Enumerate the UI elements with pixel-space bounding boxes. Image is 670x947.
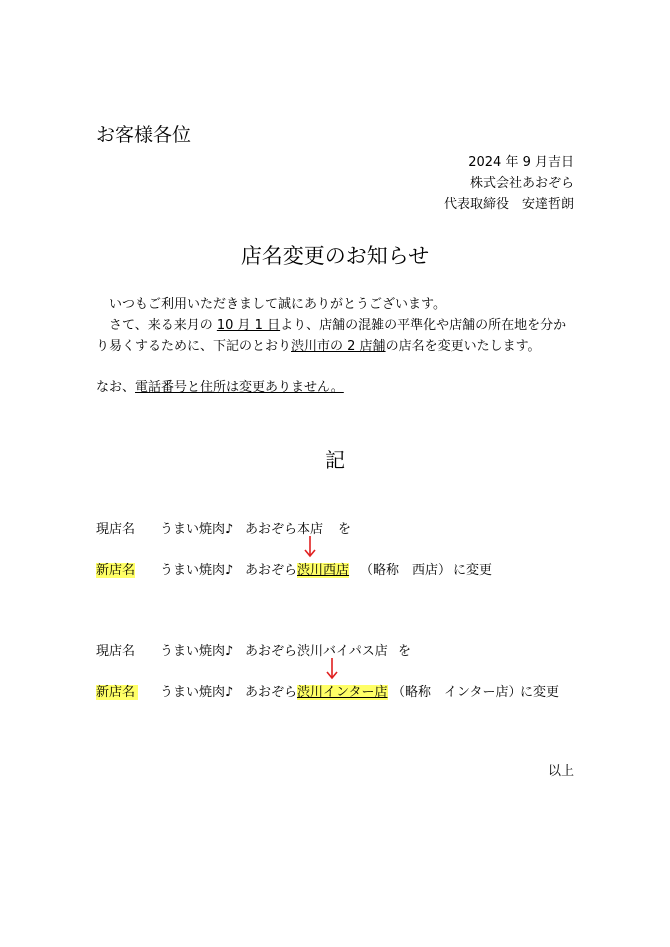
store1-new-label-text: 新店名 [96, 563, 136, 578]
store2-abbreviation: （略称 インター店） [392, 685, 522, 700]
closing: 以上 [547, 764, 574, 779]
store2-change: に変更 [520, 685, 560, 700]
p4-text-a: なお、 [96, 380, 136, 395]
down-arrow-icon [324, 657, 340, 681]
store1-new-name [245, 559, 349, 578]
p2-text-a: さて、来る来月の [109, 318, 217, 333]
date: 2024 年 9 月吉日 [468, 155, 574, 170]
store1-new-label [96, 559, 135, 578]
p3-underlined: 渋川市の 2 店舗 [291, 339, 386, 354]
store2-new-prefix: あおぞら [245, 685, 298, 700]
store1-current-label: 現店名 [96, 522, 136, 537]
store1-current-brand: うまい焼肉♪ [160, 522, 234, 537]
p3-text-b: の店名を変更いたします。 [385, 339, 541, 354]
paragraph-2 [96, 315, 576, 336]
change-date: 10 月 1 日 [216, 318, 281, 333]
greeting: お客様各位 [96, 124, 192, 146]
p4-underlined: 電話番号と住所は変更ありません。 [135, 380, 344, 395]
paragraph-3 [96, 336, 576, 357]
ki-heading: 記 [325, 448, 345, 472]
store2-current-suffix: を [398, 644, 412, 659]
paragraph-4 [96, 377, 576, 398]
store1-current-name: あおぞら本店 [245, 522, 324, 537]
down-arrow-icon [302, 535, 318, 559]
store2-new-name [245, 681, 388, 700]
store2-current-brand: うまい焼肉♪ [160, 644, 234, 659]
store2-new-brand: うまい焼肉♪ [160, 685, 234, 700]
store1-current-suffix: を [338, 522, 352, 537]
store1-new-prefix: あおぞら [245, 563, 298, 578]
representative: 代表取締役 安達哲朗 [443, 197, 574, 212]
store1-new-highlight: 渋川西店 [297, 563, 350, 578]
store2-current-label: 現店名 [96, 644, 136, 659]
p1-text: いつもご利用いただきまして誠にありがとうございます。 [109, 297, 446, 312]
store1-abbreviation: （略称 西店） [360, 563, 452, 578]
store2-current-name: あおぞら渋川バイパス店 [245, 644, 388, 659]
p3-text-a: り易くするために、下記のとおり [96, 339, 292, 354]
company-name: 株式会社あおぞら [469, 176, 574, 191]
p2-text-b: より、店舗の混雑の平準化や店舗の所在地を分か [280, 318, 567, 333]
store2-new-label [96, 681, 138, 700]
store1-new-brand: うまい焼肉♪ [160, 563, 234, 578]
document-title: 店名変更のお知らせ [240, 244, 430, 268]
store1-change: に変更 [453, 563, 493, 578]
store2-new-highlight: 渋川インター店 [297, 685, 388, 700]
store2-new-label-text: 新店名 [96, 685, 138, 700]
paragraph-1 [96, 294, 576, 315]
